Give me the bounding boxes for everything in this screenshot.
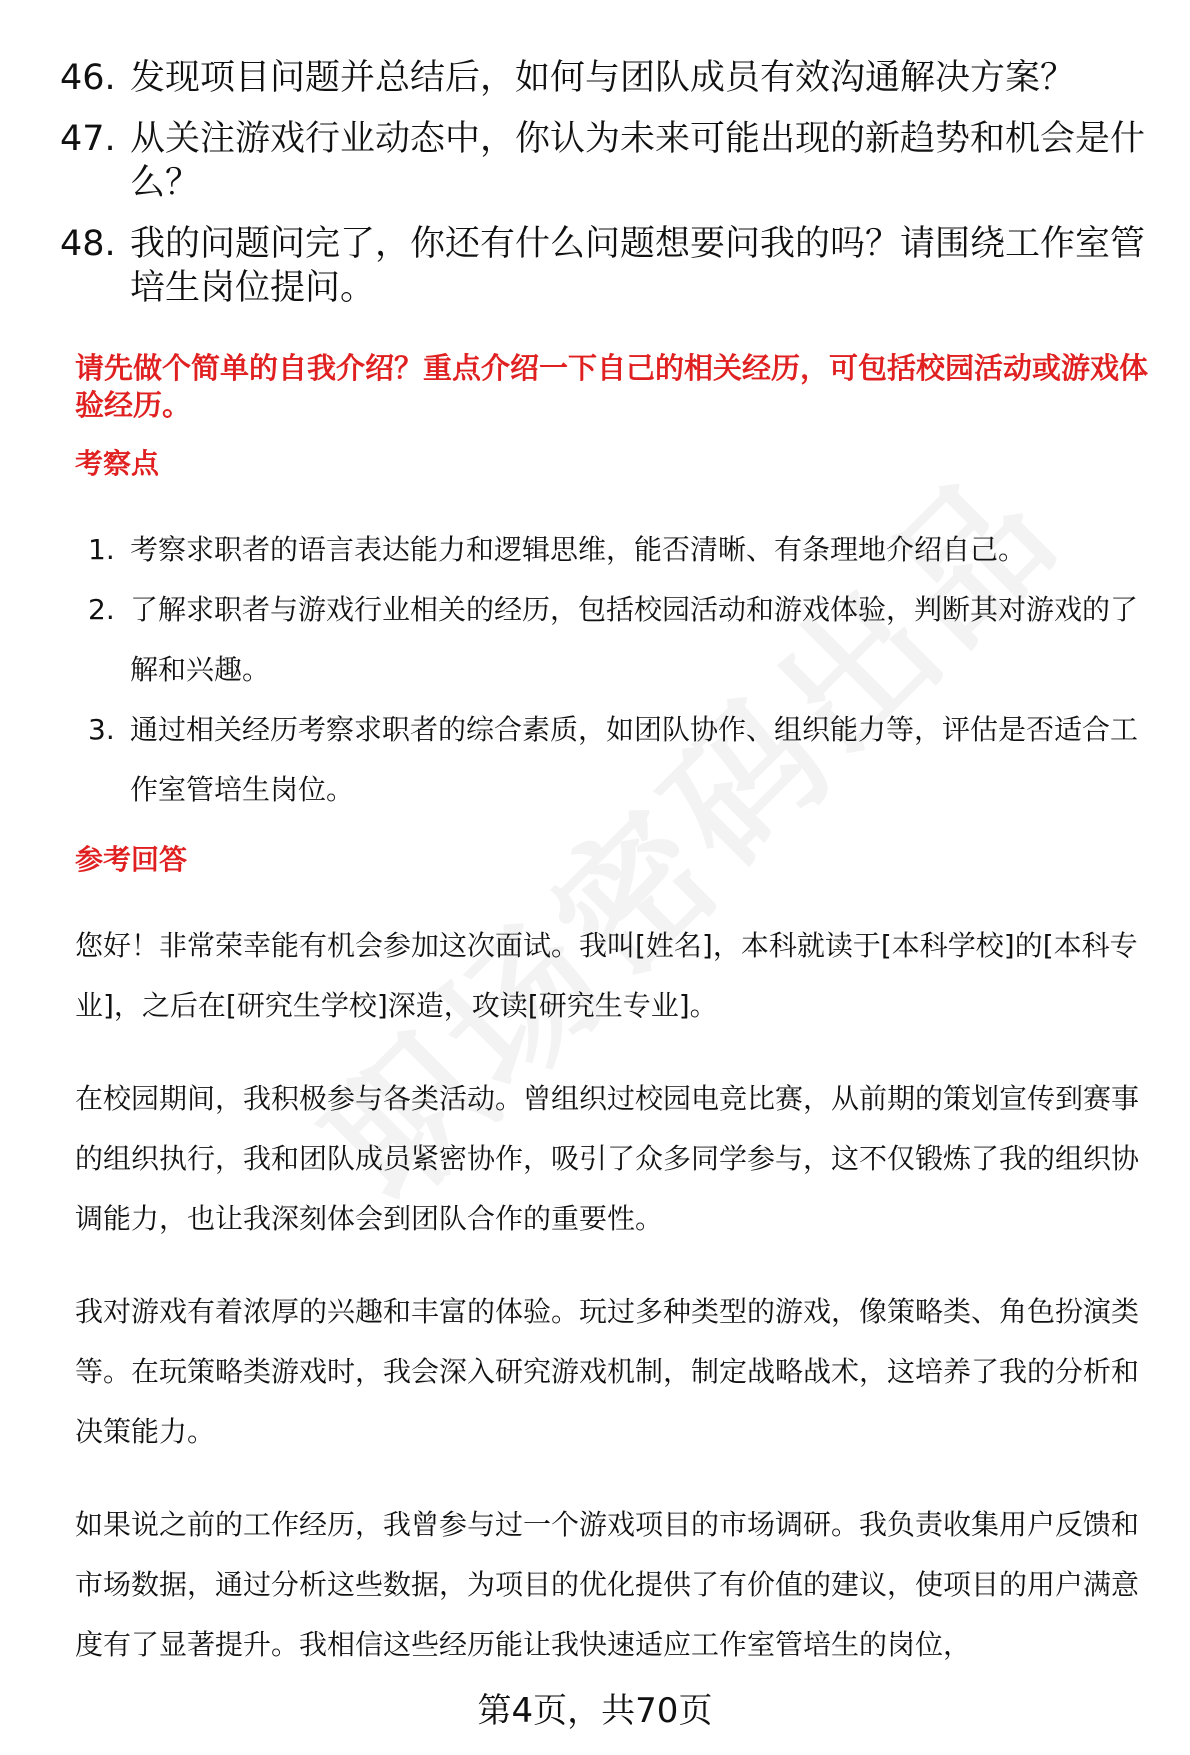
question-number: 48. — [60, 224, 116, 264]
answer-paragraph: 如果说之前的工作经历，我曾参与过一个游戏项目的市场调研。我负责收集用户反馈和市场数据，通过分析这些数据，为项目的优化提供了有价值的建议，使项目的用户满意度有了显著提升。我相信这些经历能让我快速适应工作室管培生的岗位， — [75, 1508, 1140, 1661]
answer-paragraph: 我对游戏有着浓厚的兴趣和丰富的体验。玩过多种类型的游戏，像策略类、角色扮演类等。在玩策略类游戏时，我会深入研究游戏机制，制定战略战术，这培养了我的分析和决策能力。 — [75, 1295, 1140, 1448]
question-item — [60, 117, 1160, 205]
point-number: 1. — [88, 533, 115, 566]
question-text: 从关注游戏行业动态中，你认为未来可能出现的新趋势和机会是什么？ — [130, 119, 1146, 203]
question-item — [60, 56, 1160, 100]
point-text: 了解求职者与游戏行业相关的经历，包括校园活动和游戏体验，判断其对游戏的了解和兴趣。 — [130, 593, 1139, 686]
page-footer — [0, 1690, 1190, 1732]
question-number: 46. — [60, 58, 116, 98]
question-text: 我的问题问完了，你还有什么问题想要问我的吗？请围绕工作室管培生岗位提问。 — [130, 224, 1146, 308]
question-number: 47. — [60, 119, 116, 159]
answer-paragraph: 在校园期间，我积极参与各类活动。曾组织过校园电竞比赛，从前期的策划宣传到赛事的组织执行，我和团队成员紧密协作，吸引了众多同学参与，这不仅锻炼了我的组织协调能力，也让我深刻体会到团队合作的重要性。 — [75, 1082, 1140, 1235]
reference-answer-heading: 参考回答 — [75, 843, 188, 876]
question-item — [60, 222, 1160, 310]
assessment-point — [88, 520, 1163, 580]
answer-paragraph: 您好！非常荣幸能有机会参加这次面试。我叫[姓名]，本科就读于[本科学校]的[本科专业]，之后在[研究生学校]深造，攻读[研究生专业]。 — [75, 929, 1138, 1022]
point-number: 2. — [88, 593, 115, 626]
point-text: 考察求职者的语言表达能力和逻辑思维，能否清晰、有条理地介绍自己。 — [130, 533, 1027, 566]
reference-answer-body — [75, 916, 1165, 1708]
assessment-point — [88, 580, 1163, 700]
assessment-point — [88, 700, 1163, 820]
question-list — [60, 56, 1160, 327]
point-number: 3. — [88, 713, 115, 746]
interview-question-heading: 请先做个简单的自我介绍？重点介绍一下自己的相关经历，可包括校园活动或游戏体验经历。 — [75, 351, 1149, 422]
assessment-points-heading: 考察点 — [75, 447, 160, 480]
page-number: 第4页，共70页 — [477, 1691, 713, 1731]
assessment-points-list — [88, 520, 1163, 820]
question-text: 发现项目问题并总结后，如何与团队成员有效沟通解决方案？ — [130, 58, 1076, 98]
point-text: 通过相关经历考察求职者的综合素质，如团队协作、组织能力等，评估是否适合工作室管培生岗位。 — [130, 713, 1139, 806]
